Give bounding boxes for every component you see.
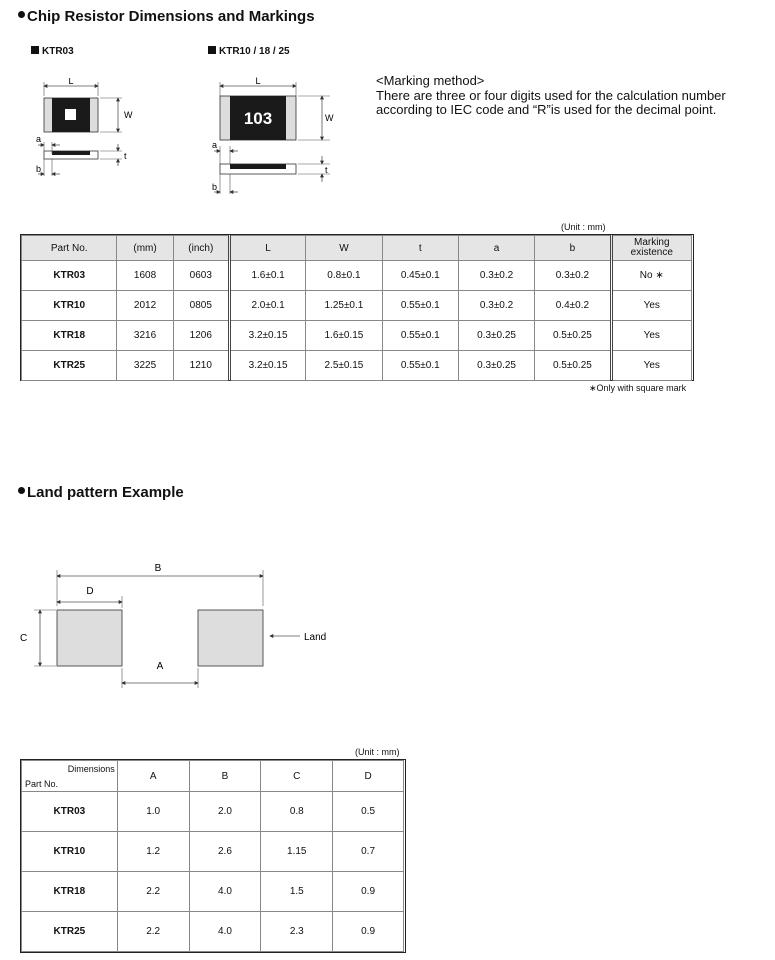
table-cell: 1210 <box>173 351 229 381</box>
unit-label: (Unit : mm) <box>561 222 606 232</box>
header-L: L <box>229 236 305 261</box>
table-cell: 4.0 <box>189 872 261 912</box>
header-a: a <box>458 236 534 261</box>
dim-t-label: t <box>325 165 328 175</box>
chip-marking-code: 103 <box>243 109 273 128</box>
table-cell: Yes <box>611 321 691 351</box>
table-cell: 1.5 <box>261 872 333 912</box>
section-title-land-pattern <box>18 484 184 501</box>
header-marking-line1: Marking <box>633 237 670 248</box>
table-cell: 0.8 <box>261 792 333 832</box>
bullet-icon <box>18 487 25 494</box>
table-cell: 2012 <box>117 291 173 321</box>
table-cell: 2.6 <box>189 832 261 872</box>
table-cell: 0.9 <box>333 912 404 952</box>
part-no-cell: KTR25 <box>22 351 117 381</box>
dim-t-label: t <box>124 151 127 161</box>
table-cell: 2.0 <box>189 792 261 832</box>
dim-B-label: B <box>154 563 162 574</box>
table-cell: 1.15 <box>261 832 333 872</box>
dim-W-label: W <box>325 113 334 123</box>
table-cell: 1.6±0.15 <box>306 321 382 351</box>
table-cell: 4.0 <box>189 912 261 952</box>
marking-method-title: <Marking method> <box>376 73 485 88</box>
square-bullet-icon <box>208 46 216 54</box>
table-cell: 2.2 <box>117 912 189 952</box>
table-cell: 3.2±0.15 <box>229 351 305 381</box>
table-cell: Yes <box>611 291 691 321</box>
land-pattern-table <box>21 760 404 952</box>
table-row <box>22 832 404 872</box>
dim-L-label: L <box>68 78 74 86</box>
table-cell: 1.2 <box>117 832 189 872</box>
land-label: Land <box>304 632 327 643</box>
table-cell: 0.7 <box>333 832 404 872</box>
table-cell: 0.9 <box>333 872 404 912</box>
ktr03-chip-diagram <box>28 78 138 182</box>
dim-W-label: W <box>124 110 133 120</box>
table-cell: 0.3±0.2 <box>458 261 534 291</box>
table-cell: 2.3 <box>261 912 333 952</box>
bullet-icon <box>18 11 25 18</box>
header-D: D <box>333 761 404 792</box>
ktr10-label <box>208 46 290 57</box>
table-cell: 1206 <box>173 321 229 351</box>
header-part-no: Part No. <box>22 236 117 261</box>
table-cell: 3225 <box>117 351 173 381</box>
part-no-cell: KTR10 <box>22 291 117 321</box>
dim-b-label: b <box>36 164 42 174</box>
dim-A-label: A <box>156 661 164 672</box>
table-cell: 1.6±0.1 <box>229 261 305 291</box>
header-b: b <box>535 236 611 261</box>
table-row <box>22 792 404 832</box>
table-cell: 0.3±0.2 <box>458 291 534 321</box>
table-cell: No ∗ <box>611 261 691 291</box>
part-no-cell: KTR10 <box>22 832 118 872</box>
table-cell: 2.0±0.1 <box>229 291 305 321</box>
table-cell: 0.4±0.2 <box>535 291 611 321</box>
table-row <box>22 291 692 321</box>
footnote: ∗Only with square mark <box>589 383 687 393</box>
table-cell: Yes <box>611 351 691 381</box>
ktr10-label-text: KTR10 / 18 / 25 <box>219 46 290 57</box>
header-inch: (inch) <box>173 236 229 261</box>
header-dimensions: Dimensions <box>67 764 115 774</box>
ktr03-label-text: KTR03 <box>42 46 74 57</box>
table-cell: 0.3±0.2 <box>535 261 611 291</box>
land-unit-label: (Unit : mm) <box>355 747 400 757</box>
header-marking-line2: existence <box>630 247 673 258</box>
part-no-cell: KTR03 <box>22 261 117 291</box>
table-cell: 0.8±0.1 <box>306 261 382 291</box>
dim-b-label: b <box>212 182 218 192</box>
table-cell: 0.3±0.25 <box>458 351 534 381</box>
table-row <box>22 872 404 912</box>
dimensions-table <box>21 235 692 381</box>
table-cell: 1.25±0.1 <box>306 291 382 321</box>
table-cell: 0.55±0.1 <box>382 351 458 381</box>
table-cell: 2.2 <box>117 872 189 912</box>
land-pad-right <box>198 610 263 666</box>
table-cell: 0.5 <box>333 792 404 832</box>
header-B: B <box>189 761 261 792</box>
dim-a-label: a <box>212 140 218 150</box>
header-C: C <box>261 761 333 792</box>
table-header-row <box>22 236 692 261</box>
table-cell: 0.55±0.1 <box>382 291 458 321</box>
part-no-cell: KTR18 <box>22 872 118 912</box>
table-cell: 0603 <box>173 261 229 291</box>
table-cell: 3.2±0.15 <box>229 321 305 351</box>
header-marking <box>611 236 691 261</box>
square-bullet-icon <box>31 46 39 54</box>
dim-L-label: L <box>255 76 261 86</box>
table-cell: 0.3±0.25 <box>458 321 534 351</box>
part-no-cell: KTR03 <box>22 792 118 832</box>
table-row <box>22 351 692 381</box>
header-partno: Part No. <box>25 779 59 789</box>
land-pattern-diagram <box>16 556 346 696</box>
table-cell: 0805 <box>173 291 229 321</box>
part-no-cell: KTR18 <box>22 321 117 351</box>
land-table-header-row <box>22 761 404 792</box>
header-A: A <box>117 761 189 792</box>
marking-method-line1: There are three or four digits used for the calculation number <box>376 88 726 103</box>
table-cell: 0.5±0.25 <box>535 351 611 381</box>
section-title-text: Land pattern Example <box>27 484 184 501</box>
section-title-dimensions <box>18 8 315 25</box>
marking-method-line2: according to IEC code and “R”is used for the decimal point. <box>376 102 717 117</box>
table-cell: 0.5±0.25 <box>535 321 611 351</box>
header-t: t <box>382 236 458 261</box>
header-mm: (mm) <box>117 236 173 261</box>
table-row <box>22 321 692 351</box>
header-dimensions-partno <box>22 761 118 792</box>
table-cell: 1608 <box>117 261 173 291</box>
header-W: W <box>306 236 382 261</box>
dim-D-label: D <box>86 586 94 597</box>
dim-C-label: C <box>20 633 28 644</box>
table-cell: 3216 <box>117 321 173 351</box>
part-no-cell: KTR25 <box>22 912 118 952</box>
table-cell: 2.5±0.15 <box>306 351 382 381</box>
ktr03-label <box>31 46 74 57</box>
section-title-text: Chip Resistor Dimensions and Markings <box>27 8 315 25</box>
dim-a-label: a <box>36 134 42 144</box>
table-cell: 1.0 <box>117 792 189 832</box>
table-row <box>22 912 404 952</box>
table-row <box>22 261 692 291</box>
table-cell: 0.45±0.1 <box>382 261 458 291</box>
land-pad-left <box>57 610 122 666</box>
table-cell: 0.55±0.1 <box>382 321 458 351</box>
ktr10-chip-diagram <box>204 76 344 198</box>
